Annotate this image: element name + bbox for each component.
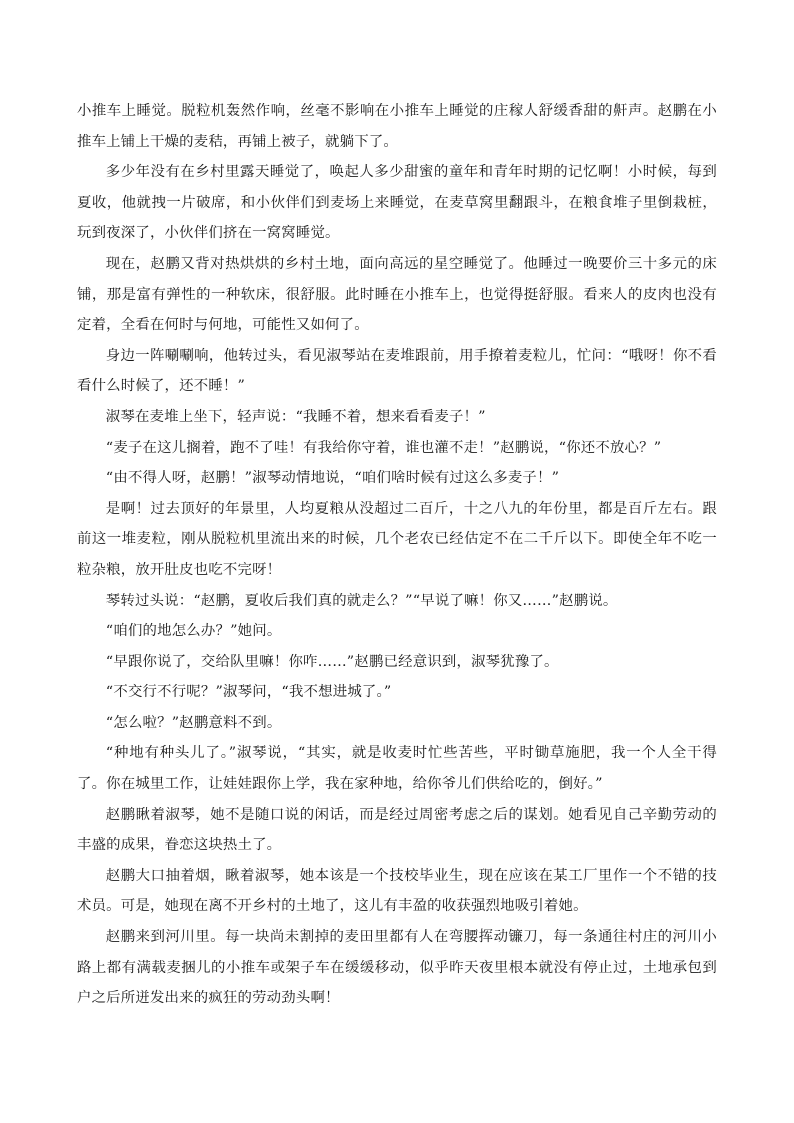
paragraph: 赵鹏大口抽着烟，瞅着淑琴，她本该是一个技校毕业生，现在应该在某工厂里作一个不错的技术员。可是，她现在离不开乡村的土地了，这儿有丰盈的收获强烈地吸引着她。 xyxy=(77,867,717,915)
paragraph: 身边一阵唰唰响，他转过头，看见淑琴站在麦堆跟前，用手撩着麦粒儿，忙问：“哦呀！你不看看什么时候了，还不睡！” xyxy=(77,347,717,395)
story-text xyxy=(77,96,717,1014)
paragraph: 赵鹏来到河川里。每一块尚未割掉的麦田里都有人在弯腰挥动镰刀，每一条通往村庄的河川小路上都有满载麦捆儿的小推车或架子车在缓缓移动，似乎昨天夜里根本就没有停止过，土地承包到户之后所迸发出来的疯狂的劳动劲头啊！ xyxy=(77,929,717,1007)
paragraph: “不交行不行呢？”淑琴问，“我不想进城了。” xyxy=(105,684,392,701)
paragraph: “由不得人呀，赵鹏！”淑琴动情地说，“咱们啥时候有过这么多麦子！” xyxy=(105,470,560,487)
paragraph: 淑琴在麦堆上坐下，轻声说：“我睡不着，想来看看麦子！” xyxy=(105,408,486,425)
paragraph: “怎么啦？”赵鹏意料不到。 xyxy=(105,714,282,731)
paragraph: “种地有种头儿了。”淑琴说，“其实，就是收麦时忙些苦些，平时锄草施肥，我一个人全干得了。你在城里工作，让娃娃跟你上学，我在家种地，给你爷儿们供给吃的，倒好。” xyxy=(77,745,717,793)
paragraph: 是啊！过去顶好的年景里，人均夏粮从没超过二百斤，十之八九的年份里，都是百斤左右。跟前这一堆麦粒，刚从脱粒机里流出来的时候，几个老农已经估定不在二千斤以下。即使全年不吃一粒杂粮，放开肚皮也吃不完呀！ xyxy=(77,500,717,578)
paragraph: 小推车上睡觉。脱粒机轰然作响，丝毫不影响在小推车上睡觉的庄稼人舒缓香甜的鼾声。赵鹏在小推车上铺上干燥的麦秸，再铺上被子，就躺下了。 xyxy=(77,103,717,150)
paragraph: “麦子在这儿搁着，跑不了哇！有我给你守着，谁也灌不走！”赵鹏说，“你还不放心？” xyxy=(105,439,662,456)
paragraph: “早跟你说了，交给队里嘛！你咋……”赵鹏已经意识到，淑琴犹豫了。 xyxy=(105,653,559,670)
paragraph: 琴转过头说：“赵鹏，夏收后我们真的就走么？”“早说了嘛！你又……”赵鹏说。 xyxy=(105,592,618,609)
paragraph: 多少年没有在乡村里露天睡觉了，唤起人多少甜蜜的童年和青年时期的记忆啊！小时候，每到夏收，他就拽一片破席，和小伙伴们到麦场上来睡觉，在麦草窝里翻跟斗，在粮食堆子里倒栽桩，玩到夜深了，小伙伴们挤在一窝窝睡觉。 xyxy=(77,164,717,242)
paragraph: 赵鹏瞅着淑琴，她不是随口说的闲话，而是经过周密考虑之后的谋划。她看见自己辛勤劳动的丰盛的成果，眷恋这块热土了。 xyxy=(77,806,717,854)
paragraph: “咱们的地怎么办？”她问。 xyxy=(105,623,282,640)
paragraph: 现在，赵鹏又背对热烘烘的乡村土地，面向高远的星空睡觉了。他睡过一晚要价三十多元的床铺，那是富有弹性的一种软床，很舒服。此时睡在小推车上，也觉得挺舒服。看来人的皮肉也没有定着，全看在何时与何地，可能性又如何了。 xyxy=(77,255,717,334)
